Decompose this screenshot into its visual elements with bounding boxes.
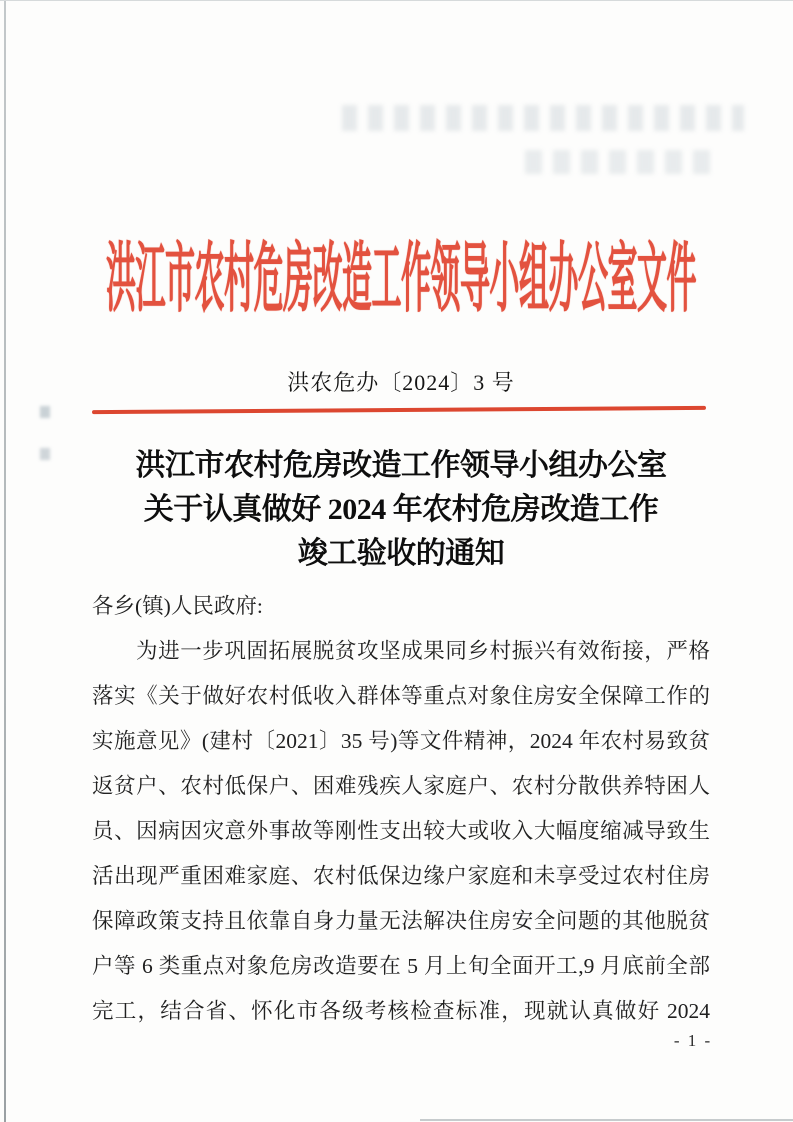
body-line: 完工，结合省、怀化市各级考核检查标准，现就认真做好 2024: [92, 999, 710, 1023]
body-line: 员、因病因灾意外事故等刚性支出较大或收入大幅度缩减导致生: [92, 819, 710, 843]
document-title: [92, 444, 710, 576]
letterhead-title: 洪江市农村危房改造工作领导小组办公室文件: [106, 238, 696, 323]
body-line: 为进一步巩固拓展脱贫攻坚成果同乡村振兴有效衔接，严格: [136, 639, 710, 663]
document-title-line: 竣工验收的通知: [297, 537, 505, 570]
document-body: [92, 584, 710, 1034]
scan-edge-bottom-line: [420, 1119, 793, 1121]
scan-edge-left-line: [4, 0, 6, 1122]
document-number: 洪农危办〔2024〕3 号: [287, 370, 515, 395]
body-line: 户等 6 类重点对象危房改造要在 5 月上旬全面开工,9 月底前全部: [92, 954, 710, 978]
page-number: - 1 -: [673, 1031, 713, 1050]
red-separator-line: [92, 406, 706, 414]
ink-bleedthrough-mark: [40, 406, 50, 418]
body-line: 返贫户、农村低保户、困难残疾人家庭户、农村分散供养特困人: [92, 774, 710, 798]
letterhead-banner: [92, 216, 710, 323]
salutation-line: 各乡(镇)人民政府:: [92, 594, 263, 618]
ink-bleedthrough-mark: [40, 448, 50, 460]
document-title-line: 洪江市农村危房改造工作领导小组办公室: [135, 449, 667, 482]
body-line: 保障政策支持且依靠自身力量无法解决住房安全问题的其他脱贫: [92, 909, 710, 933]
body-line: 落实《关于做好农村低收入群体等重点对象住房安全保障工作的: [92, 684, 710, 708]
scan-edge-top-line: [0, 0, 793, 1]
body-line: 活出现严重困难家庭、农村低保边缘户家庭和未享受过农村住房: [92, 864, 710, 888]
document-title-line: 关于认真做好 2024 年农村危房改造工作: [143, 493, 659, 526]
ink-bleedthrough-smudge: [342, 105, 744, 131]
body-line: 实施意见》(建村〔2021〕35 号)等文件精神，2024 年农村易致贫: [92, 729, 710, 753]
ink-bleedthrough-smudge: [525, 150, 713, 174]
